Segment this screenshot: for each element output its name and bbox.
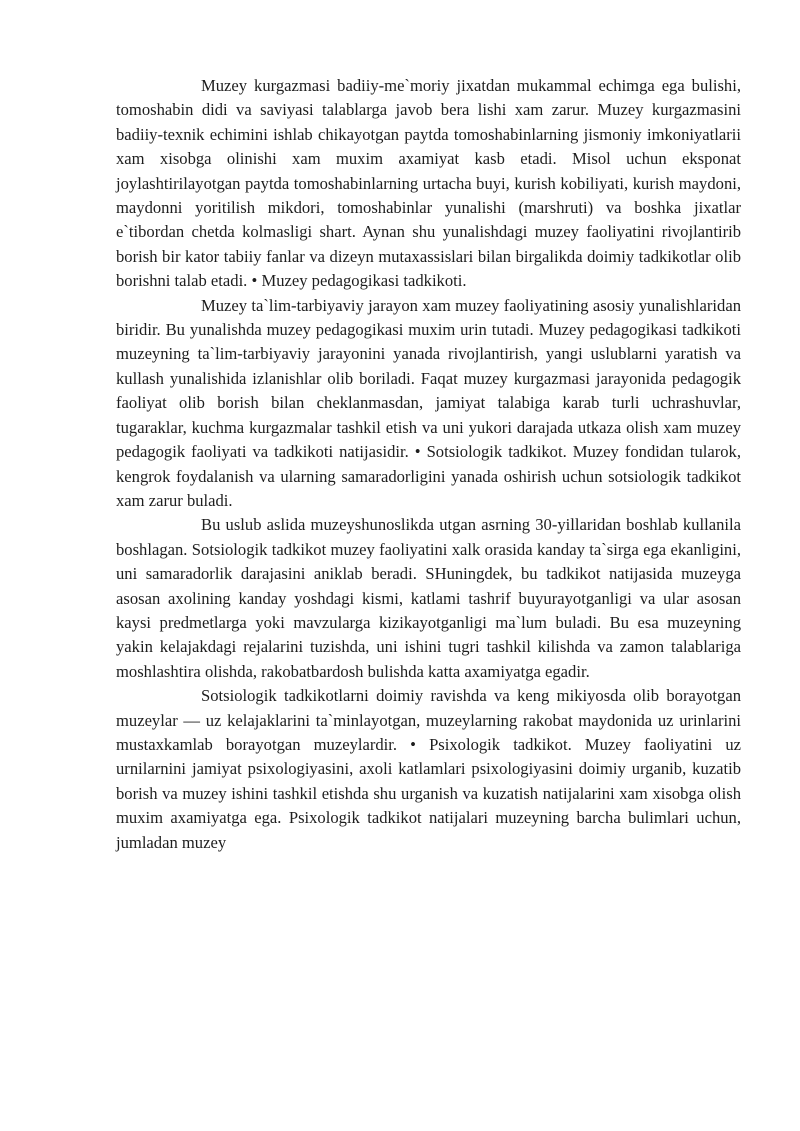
- document-page: [116, 74, 741, 855]
- paragraph: Sotsiologik tadkikotlarni doimiy ravishda va keng mikiyosda olib borayotgan muzeylar — uz kelajaklarini ta`minlayotgan, muzeylarning rakobat maydonida uz urinlarini mustaxkamlab borayotgan muzeylardir. • Psixologik tadkikot. Muzey faoliyatini uz urnilarnini jamiyat psixologiyasini, axoli katlamlari psixologiyasini doimiy urganib, kuzatib borish va muzey ishini tashkil etishda shu urganish va kuzatish natijalarini xam xisobga olish muxim axamiyatga ega. Psixologik tadkikot natijalari muzeyning barcha bulimlari uchun, jumladan muzey: [116, 686, 741, 852]
- paragraph: Muzey ta`lim-tarbiyaviy jarayon xam muzey faoliyatining asosiy yunalishlaridan biridir. Bu yunalishda muzey pedagogikasi muxim urin tutadi. Muzey pedagogikasi tadkikoti muzeyning ta`lim-tarbiyaviy jarayonini yanada rivojlantirish, yangi uslublarni yaratish va kullash yunalishida izlanishlar olib boriladi. Faqat muzey kurgazmasi jarayonida pedagogik faoliyat olib borish bilan cheklanmasdan, jamiyat talabiga karab turli uchrashuvlar, tugaraklar, kuchma kurgazmalar tashkil etish va uni yukori darajada utkaza olish xam muzey pedagogik faoliyati va tadkikoti natijasidir. • Sotsiologik tadkikot. Muzey fondidan tularok, kengrok foydalanish va ularning samaradorligini yanada oshirish uchun sotsiologik tadkikot xam zarur buladi.: [116, 295, 741, 510]
- paragraph: Muzey kurgazmasi badiiy-me`moriy jixatdan mukammal echimga ega bulishi, tomoshabin didi va saviyasi talablarga javob bera lishi xam zarur. Muzey kurgazmasini badiiy-texnik echimini ishlab chikayotgan paytda tomoshabinlarning jismoniy imkoniyatlarii xam xisobga olinishi xam muxim axamiyat kasb etadi. Misol uchun eksponat joylashtirilayotgan paytda tomoshabinlarning urtacha buyi, kurish kobiliyati, kurish maydoni, maydonni yoritilish mikdori, tomoshabinlar yunalishi (marshruti) va boshka jixatlar e`tibordan chetda kolmasligi shart. Aynan shu yunalishdagi muzey faoliyatini rivojlantirib borish bir kator tabiiy fanlar va dizeyn mutaxassislari bilan birgalikda doimiy tadkikotlar olib borishni talab etadi. • Muzey pedagogikasi tadkikoti.: [116, 76, 741, 291]
- paragraph: Bu uslub aslida muzeyshunoslikda utgan asrning 30-yillaridan boshlab kullanila boshlagan. Sotsiologik tadkikot muzey faoliyatini xalk orasida kanday ta`sirga ega ekanligini, uni samaradorlik darajasini aniklab beradi. SHuningdek, bu tadkikot natijasida muzeyga asosan axolining kanday yoshdagi kismi, katlami tashrif buyurayotganligi va ular asosan kaysi predmetlarga yoki mavzularga kizikayotganligi ma`lum buladi. Bu esa muzeyning yakin kelajakdagi rejalarini tuzishda, uni ishini tugri tashkil kilishda va zamon talablariga moshlashtira olishda, rakobatbardosh bulishda katta axamiyatga egadir.: [116, 515, 741, 681]
